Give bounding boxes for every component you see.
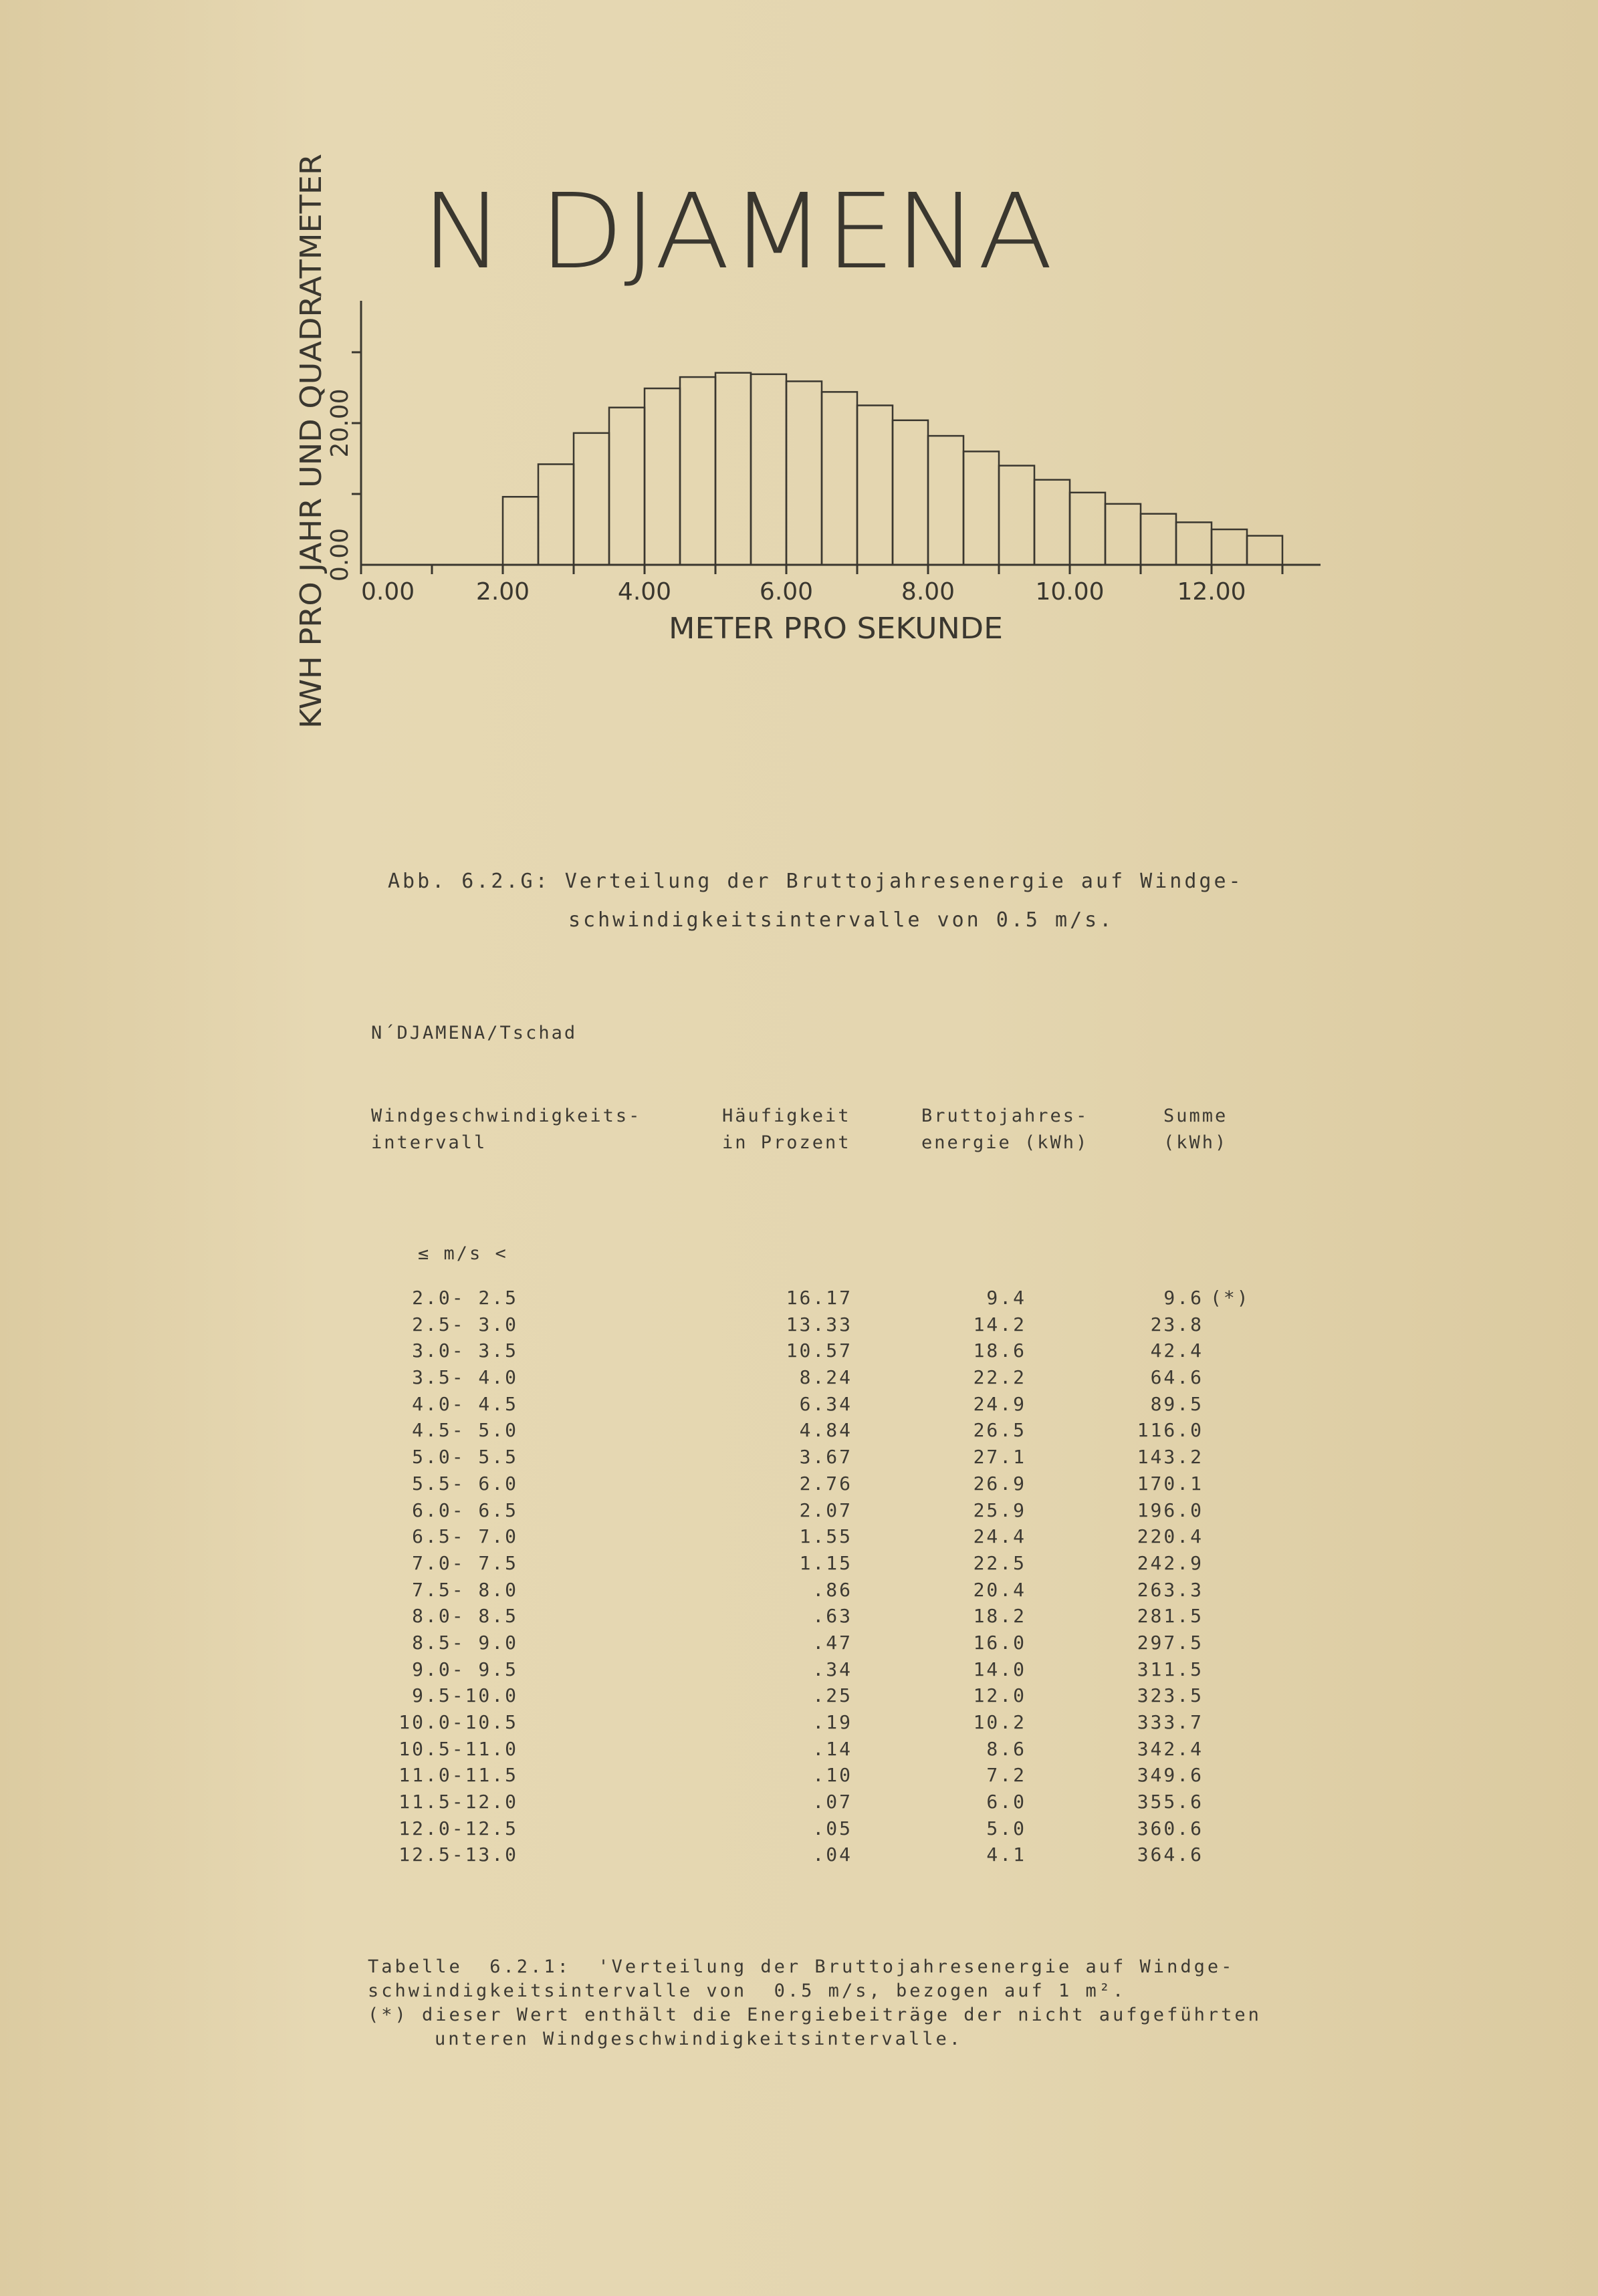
frequency-cell: .47: [812, 1631, 852, 1654]
energy-cell: 25.9: [973, 1499, 1026, 1521]
histogram-bar: [786, 381, 822, 565]
sum-cell: 297.5: [1137, 1631, 1204, 1654]
histogram-bar: [857, 406, 893, 565]
interval-cell: 9.0- 9.5: [412, 1658, 518, 1680]
x-tick-label: 12.00: [1177, 578, 1246, 606]
y-axis-ticks: [326, 352, 361, 582]
energy-cell: 6.0: [986, 1791, 1026, 1813]
interval-cell: 12.0-12.5: [398, 1817, 518, 1839]
frequency-cell: .63: [812, 1605, 852, 1628]
frequency-cell: 2.76: [799, 1472, 852, 1495]
histogram-bar: [1105, 504, 1141, 565]
header-energy: Bruttojahres- energie (kWh): [921, 1106, 1089, 1153]
energy-cell: 4.1: [986, 1843, 1026, 1866]
frequency-cell: .14: [812, 1737, 852, 1760]
histogram-bar: [1141, 514, 1176, 565]
histogram-bar: [822, 392, 857, 565]
frequency-cell: .07: [812, 1791, 852, 1813]
sum-cell: 242.9: [1137, 1551, 1204, 1574]
sum-cell: 116.0: [1137, 1419, 1204, 1442]
sum-cell: 170.1: [1137, 1472, 1204, 1495]
x-tick-label: 0.00: [361, 578, 415, 606]
x-axis-label: METER PRO SEKUNDE: [669, 612, 1003, 646]
x-tick-label: 6.00: [759, 578, 814, 606]
interval-cell: 5.5- 6.0: [412, 1472, 518, 1495]
interval-cell: 6.0- 6.5: [412, 1499, 518, 1521]
histogram-bar: [963, 451, 999, 565]
interval-cell: 11.0-11.5: [398, 1764, 518, 1787]
histogram-bar: [1247, 536, 1282, 565]
interval-cell: 2.5- 3.0: [412, 1313, 518, 1335]
histogram-bar: [538, 464, 574, 565]
energy-cell: 26.5: [973, 1419, 1026, 1442]
energy-cell: 14.2: [973, 1313, 1026, 1335]
sum-cell: 89.5: [1150, 1392, 1204, 1415]
frequency-cell: 1.15: [799, 1551, 852, 1574]
energy-cell: 20.4: [973, 1578, 1026, 1601]
sum-cell: 360.6: [1137, 1817, 1204, 1839]
energy-cell: 24.4: [973, 1525, 1026, 1548]
histogram-bar: [609, 408, 645, 565]
y-axis-label: KWH PRO JAHR UND QUADRATMETER: [294, 180, 328, 729]
sum-cell: 311.5: [1137, 1658, 1204, 1680]
energy-cell: 24.9: [973, 1392, 1026, 1415]
figure-caption-line-2: schwindigkeitsintervalle von 0.5 m/s.: [568, 908, 1115, 932]
histogram-bar: [503, 497, 538, 565]
x-axis-ticks: [361, 565, 1282, 606]
y-tick-label: 0.00: [326, 527, 354, 582]
sum-cell: 64.6: [1150, 1366, 1204, 1389]
histogram-bar: [1176, 522, 1212, 565]
interval-cell: 7.5- 8.0: [412, 1578, 518, 1601]
frequency-cell: 1.55: [799, 1525, 852, 1548]
histogram-bar: [574, 433, 609, 565]
energy-cell: 14.0: [973, 1658, 1026, 1680]
sum-cell: 196.0: [1137, 1499, 1204, 1521]
interval-cell: 12.5-13.0: [398, 1843, 518, 1866]
footnote-line-2: schwindigkeitsintervalle von 0.5 m/s, bezogen auf 1 m².: [368, 1981, 1127, 2001]
energy-cell: 9.4: [986, 1287, 1026, 1309]
histogram-bar: [1070, 493, 1105, 565]
header-frequency: Häufigkeit in Prozent: [722, 1106, 851, 1153]
frequency-cell: .10: [812, 1764, 852, 1787]
interval-cell: 9.5-10.0: [412, 1684, 518, 1707]
sum-cell: 364.6: [1137, 1843, 1204, 1866]
interval-cell: 5.0- 5.5: [412, 1446, 518, 1469]
header-interval: Windgeschwindigkeits- intervall: [371, 1106, 642, 1153]
sum-cell: 9.6: [1163, 1287, 1204, 1309]
interval-cell: 3.0- 3.5: [412, 1340, 518, 1362]
histogram-bar: [928, 436, 963, 565]
histogram-bar: [893, 420, 928, 565]
histogram-bar: [1034, 480, 1070, 565]
energy-cell: 18.6: [973, 1340, 1026, 1362]
energy-cell: 22.5: [973, 1551, 1026, 1574]
frequency-cell: 3.67: [799, 1446, 852, 1469]
x-tick-label: 4.00: [617, 578, 672, 606]
interval-cell: 4.0- 4.5: [412, 1392, 518, 1415]
frequency-cell: 4.84: [799, 1419, 852, 1442]
sum-cell: 323.5: [1137, 1684, 1204, 1707]
interval-cell: 8.0- 8.5: [412, 1605, 518, 1628]
energy-cell: 8.6: [986, 1737, 1026, 1760]
interval-cell: 6.5- 7.0: [412, 1525, 518, 1548]
x-tick-label: 8.00: [901, 578, 955, 606]
frequency-cell: .25: [812, 1684, 852, 1707]
energy-cell: 12.0: [973, 1684, 1026, 1707]
figure-caption-line-1: Abb. 6.2.G: Verteilung der Bruttojahresenergie auf Windge-: [388, 870, 1244, 893]
frequency-cell: .05: [812, 1817, 852, 1839]
sum-cell: 23.8: [1150, 1313, 1204, 1335]
frequency-cell: .86: [812, 1578, 852, 1601]
energy-cell: 5.0: [986, 1817, 1026, 1839]
histogram-bar: [645, 388, 680, 565]
sum-cell: 355.6: [1137, 1791, 1204, 1813]
frequency-cell: 2.07: [799, 1499, 852, 1521]
frequency-cell: 10.57: [786, 1340, 852, 1362]
energy-cell: 27.1: [973, 1446, 1026, 1469]
interval-cell: 3.5- 4.0: [412, 1366, 518, 1389]
interval-cell: 8.5- 9.0: [412, 1631, 518, 1654]
histogram-bar: [999, 466, 1034, 565]
frequency-cell: 8.24: [799, 1366, 852, 1389]
unit-row: ≤ m/s <: [418, 1243, 508, 1264]
interval-cell: 11.5-12.0: [398, 1791, 518, 1813]
histogram-bar: [680, 377, 715, 565]
sum-cell: 220.4: [1137, 1525, 1204, 1548]
energy-cell: 22.2: [973, 1366, 1026, 1389]
frequency-cell: .19: [812, 1711, 852, 1733]
station-name: N´DJAMENA/Tschad: [371, 1023, 578, 1043]
y-tick-label: 20.00: [326, 388, 354, 458]
energy-cell: 10.2: [973, 1711, 1026, 1733]
sum-cell: 281.5: [1137, 1605, 1204, 1628]
sum-cell: 333.7: [1137, 1711, 1204, 1733]
frequency-cell: 16.17: [786, 1287, 852, 1309]
header-sum: Summe (kWh): [1163, 1106, 1228, 1153]
interval-cell: 4.5- 5.0: [412, 1419, 518, 1442]
chart-title: N DJAMENA: [421, 171, 1053, 292]
footnote-line-4: unteren Windgeschwindigkeitsintervalle.: [435, 2029, 963, 2049]
sum-cell: 143.2: [1137, 1446, 1204, 1469]
histogram-bars: [503, 373, 1282, 565]
histogram-bar: [751, 374, 786, 565]
footnote-line-1: Tabelle 6.2.1: 'Verteilung der Bruttojahresenergie auf Windge-: [368, 1956, 1235, 1977]
wind-energy-histogram: [0, 0, 1598, 769]
sum-cell: 349.6: [1137, 1764, 1204, 1787]
energy-cell: 16.0: [973, 1631, 1026, 1654]
frequency-cell: 6.34: [799, 1392, 852, 1415]
interval-cell: 10.0-10.5: [398, 1711, 518, 1733]
interval-cell: 2.0- 2.5: [412, 1287, 518, 1309]
figure-caption: [388, 862, 1244, 940]
sum-cell: 263.3: [1137, 1578, 1204, 1601]
energy-cell: 26.9: [973, 1472, 1026, 1495]
frequency-cell: .04: [812, 1843, 852, 1866]
energy-cell: 7.2: [986, 1764, 1026, 1787]
table-footnote: [368, 1955, 1262, 2051]
footnote-line-3: (*) dieser Wert enthält die Energiebeiträge der nicht aufgeführten: [368, 2005, 1262, 2025]
histogram-bar: [715, 373, 751, 565]
frequency-cell: 13.33: [786, 1313, 852, 1335]
footnote-marker: (*): [1210, 1287, 1250, 1309]
interval-cell: 10.5-11.0: [398, 1737, 518, 1760]
histogram-bar: [1212, 529, 1247, 565]
frequency-cell: .34: [812, 1658, 852, 1680]
interval-cell: 7.0- 7.5: [412, 1551, 518, 1574]
energy-cell: 18.2: [973, 1605, 1026, 1628]
sum-cell: 342.4: [1137, 1737, 1204, 1760]
sum-cell: 42.4: [1150, 1340, 1204, 1362]
x-tick-label: 2.00: [475, 578, 530, 606]
x-tick-label: 10.00: [1035, 578, 1105, 606]
